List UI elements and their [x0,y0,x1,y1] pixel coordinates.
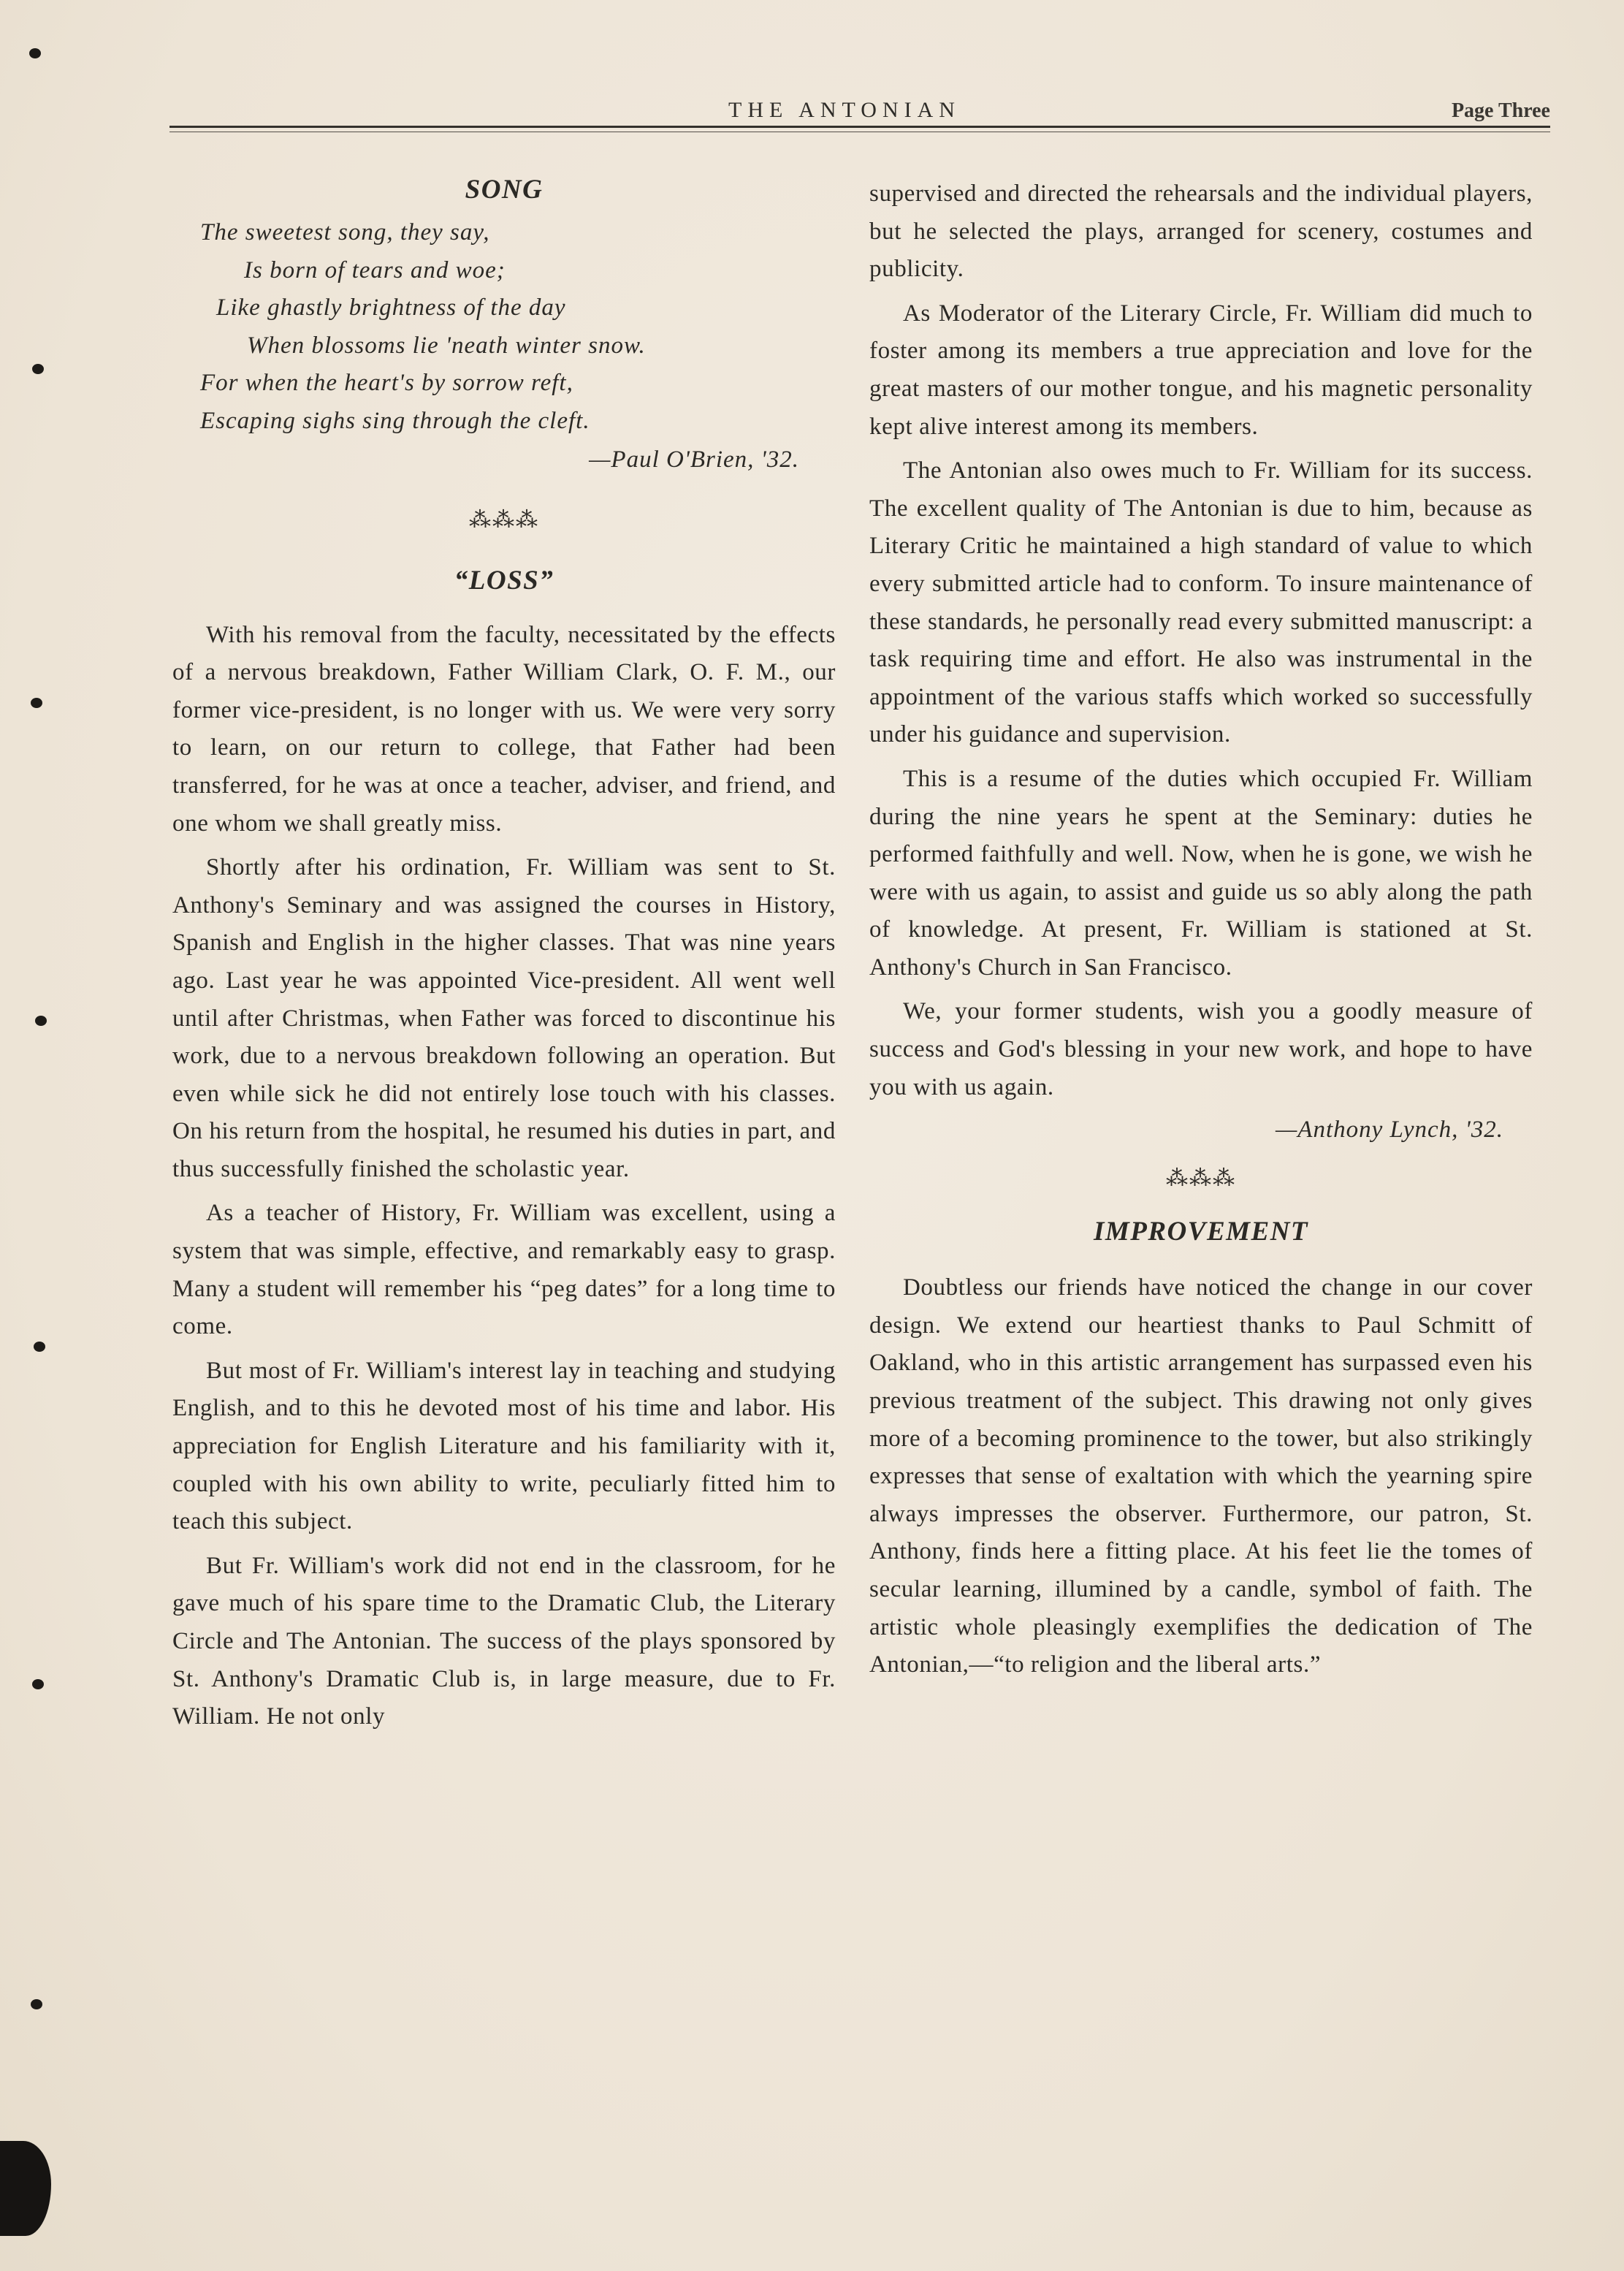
loss-paragraph: But most of Fr. William's interest lay in teaching and studying English, and to this he devoted most of his time and labor. His appreciation for English Literature and his familiarity with it, coupled with his own ability to write, peculiarly fitted him to teach this subject. [172,1357,836,1535]
loss-paragraph: But Fr. William's work did not end in the classroom, for he gave much of his spare time to the Dramatic Club, the Literary Circle and The Antonian. The success of the plays sponsored by St. Anthony's Dramatic Club is, in large measure, due to Fr. William. He not only [172,1552,836,1730]
loss-paragraph: As a teacher of History, Fr. William was excellent, using a system that was simple, effective, and remarkably easy to grasp. Many a student will remember his “peg dates” for a long time to come. [172,1200,836,1340]
section-ornament: ⁂⁂⁂ [1166,1165,1236,1192]
binder-hole [35,1016,47,1026]
loss-title: “LOSS” [454,565,554,596]
song-signature: —Paul O'Brien, '32. [589,446,799,473]
loss-paragraph: We, your former students, wish you a goodly measure of success and God's blessing in your new work, and hope to have you with us again. [869,998,1533,1100]
binder-hole [32,1679,44,1689]
right-column [869,175,1533,1691]
loss-continuation: supervised and directed the rehearsals and the individual players, but he selected the plays, arranged for scenery, costumes and publicity. [869,180,1533,283]
binder-hole [32,364,44,374]
song-title: SONG [465,175,544,205]
improvement-paragraph: Doubtless our friends have noticed the change in our cover design. We extend our heartiest thanks to Paul Schmitt of Oakland, who in this artistic arrangement has surpassed even his previous treatment of the subject. This drawing not only gives more of a becoming prominence to the tower, but also strikingly expresses that sense of exaltation with which the yearning spire always impresses the observer. Furthermore, our patron, St. Anthony, finds here a fitting place. At his feet lie the tomes of secular learning, illumined by a candle, symbol of faith. The artistic whole pleasingly exemplifies the dedication of The Antonian,—“to religion and the liberal arts.” [869,1274,1533,1678]
header-rule [169,126,1550,128]
page-number: Page Three [1451,99,1550,122]
poem-line: The sweetest song, they say, [200,219,490,246]
loss-paragraph: Shortly after his ordination, Fr. William was sent to St. Anthony's Seminary and was assigned the courses in History, Spanish and English in the higher classes. That was nine years ago. Last year he was appointed Vice-president. All went well until after Christmas, when Father was forced to discontinue his work, due to a nervous breakdown following an operation. But even while sick he did not entirely lose touch with his classes. On his return from the hospital, he resumed his duties in part, and thus successfully finished the scholastic year. [172,854,836,1182]
section-ornament: ⁂⁂⁂ [469,506,539,533]
loss-paragraph: The Antonian also owes much to Fr. William for its success. The excellent quality of The Antonian is due to him, because as Literary Critic he maintained a high standard of value to which every submitted article had to conform. To insure maintenance of these standards, he personally read every submitted manuscript: a task requiring time and effort. He also was instrumental in the appointment of the various staffs which worked so successfully under his guidance and supervision. [869,457,1533,748]
poem-line: When blossoms lie 'neath winter snow. [247,332,646,359]
page-header [169,98,1550,127]
poem-line: Is born of tears and woe; [244,256,506,284]
poem-line: Escaping sighs sing through the cleft. [200,407,590,434]
improvement-title: IMPROVEMENT [1093,1217,1309,1247]
loss-signature: —Anthony Lynch, '32. [1275,1117,1503,1144]
binder-hole [31,1999,42,2009]
song-poem [200,214,836,441]
loss-paragraph: This is a resume of the duties which occupied Fr. William during the nine years he spent at the Seminary: duties he performed faithfully and well. Now, when he is gone, we wish he were with us again, to assist and guide us so ably along the path of knowledge. At present, Fr. William is stationed at St. Anthony's Church in San Francisco. [869,765,1533,981]
poem-line: Like ghastly brightness of the day [216,294,566,322]
binder-hole [34,1342,45,1352]
publication-title: THE ANTONIAN [728,98,961,122]
loss-paragraph: With his removal from the faculty, necessitated by the effects of a nervous breakdown, Father William Clark, O. F. M., our former vice-president, is no longer with us. We were very sorry to learn, on our return to college, that Father had been transferred, for he was at once a teacher, adviser, and friend, and one whom we shall greatly miss. [172,621,836,837]
poem-line: For when the heart's by sorrow reft, [200,370,573,397]
binder-hole [29,48,41,58]
binder-hole [31,698,42,708]
loss-paragraph: As Moderator of the Literary Circle, Fr. William did much to foster among its members a true appreciation and love for the great masters of our mother tongue, and his magnetic personality kept alive interest among its members. [869,300,1533,440]
left-column [172,174,836,1743]
